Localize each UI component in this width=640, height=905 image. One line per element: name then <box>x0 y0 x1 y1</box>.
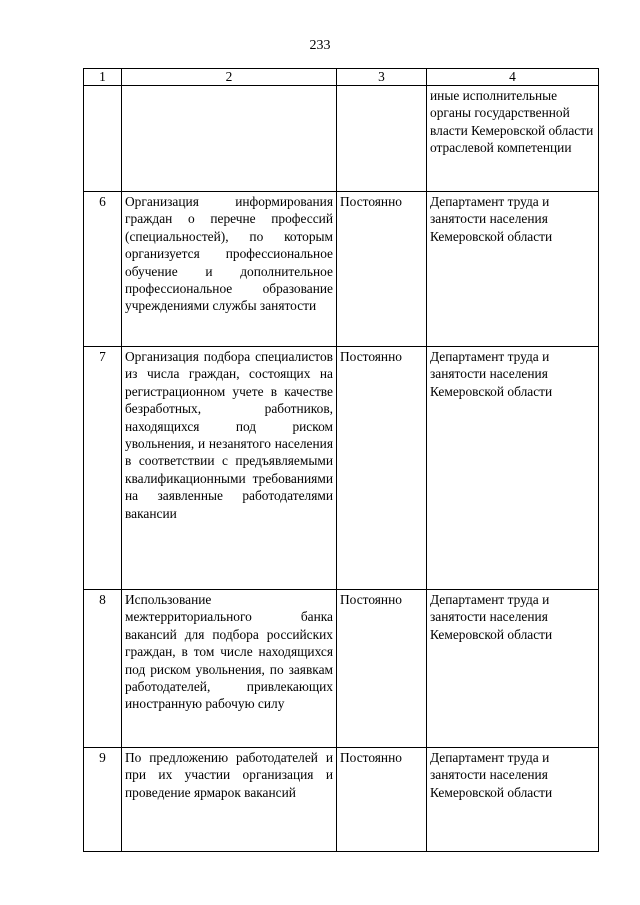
row-number: 7 <box>84 347 122 590</box>
period-text: Постоянно <box>337 192 427 347</box>
row-number: 9 <box>84 748 122 852</box>
row-number <box>84 86 122 192</box>
table-row <box>84 590 599 748</box>
table-row <box>84 748 599 852</box>
page-number: 233 <box>309 38 331 53</box>
header-cell-1: 1 <box>84 69 122 86</box>
header-cell-3: 3 <box>337 69 427 86</box>
period-text: Постоянно <box>337 590 427 748</box>
header-cell-4: 4 <box>427 69 599 86</box>
table-row <box>84 192 599 347</box>
responsible-text: Департамент труда и занятости населения Кемеровской области <box>427 192 599 347</box>
row-number: 6 <box>84 192 122 347</box>
header-cell-2: 2 <box>122 69 337 86</box>
measure-text: По предложению работодателей и при их участии организация и проведение ярмарок вакансий <box>122 748 337 852</box>
period-text: Постоянно <box>337 347 427 590</box>
measures-table <box>83 68 599 852</box>
table-row <box>84 347 599 590</box>
table-header-row <box>84 69 599 86</box>
responsible-text: Департамент труда и занятости населения Кемеровской области <box>427 748 599 852</box>
row-number: 8 <box>84 590 122 748</box>
measure-text: Организация информирования граждан о перечне профессий (специальностей), по которым организуется профессиональное обучение и дополнительное профессиональное образование учреждениями службы занятости <box>122 192 337 347</box>
table-row <box>84 86 599 192</box>
responsible-text: иные исполнительные органы государственной власти Кемеровской области отраслевой компетенции <box>427 86 599 192</box>
measure-text: Организация подбора специалистов из числа граждан, состоящих на регистрационном учете в качестве безработных, работников, находящихся под риском увольнения, и незанятого населения в соответствии с предъявляемыми квалификационными требованиями на заявленные работодателями вакансии <box>122 347 337 590</box>
measure-text: Использование межтерриториального банка вакансий для подбора российских граждан, в том числе находящихся под риском увольнения, по заявкам работодателей, привлекающих иностранную рабочую силу <box>122 590 337 748</box>
period-text: Постоянно <box>337 748 427 852</box>
responsible-text: Департамент труда и занятости населения Кемеровской области <box>427 590 599 748</box>
responsible-text: Департамент труда и занятости населения Кемеровской области <box>427 347 599 590</box>
period-text <box>337 86 427 192</box>
measure-text <box>122 86 337 192</box>
